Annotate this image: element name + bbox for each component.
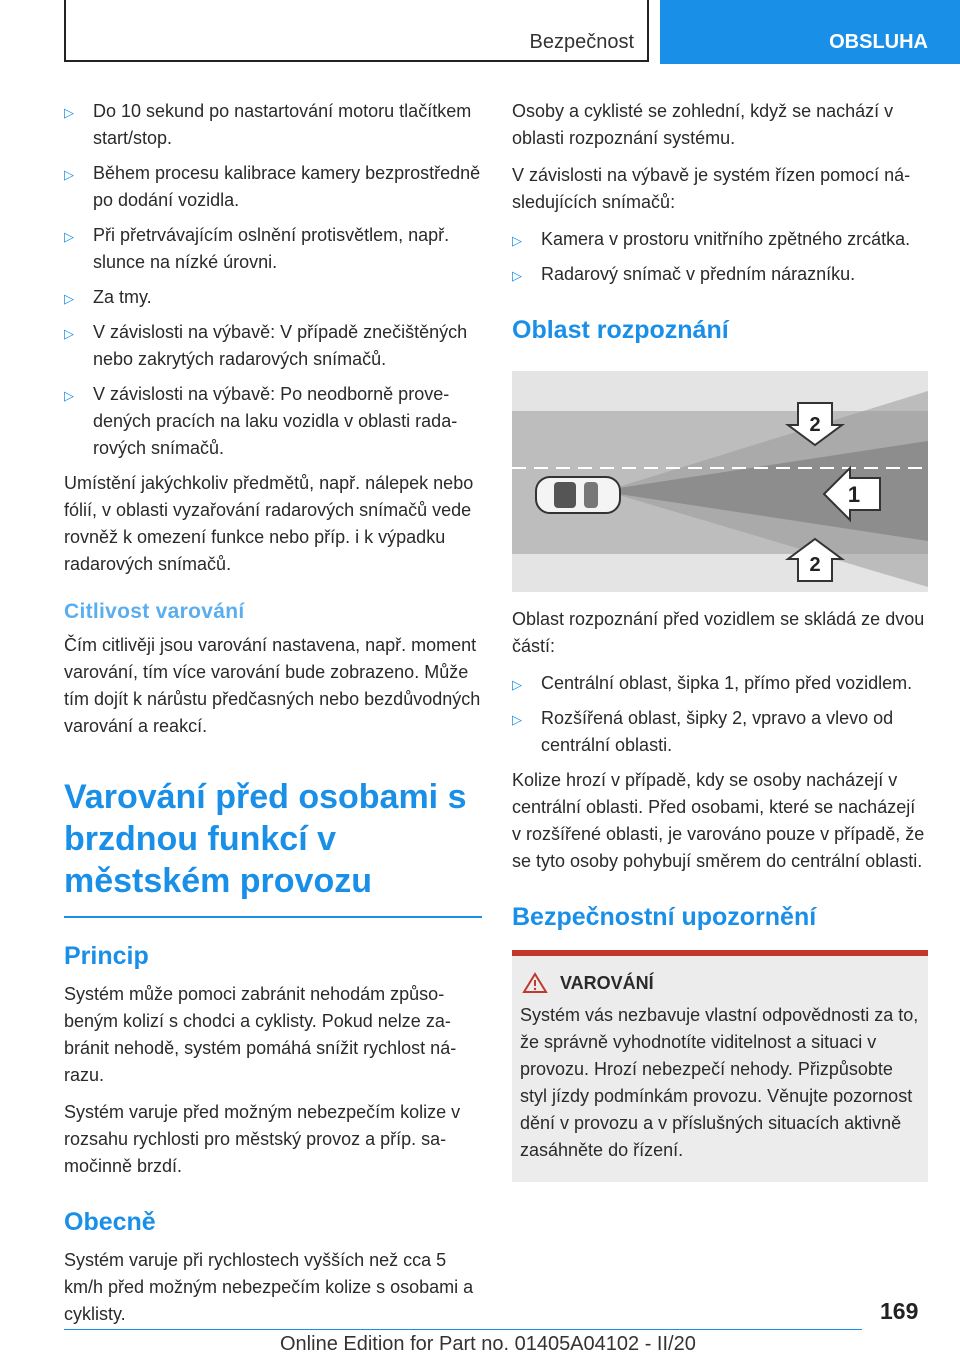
detection-area-diagram — [512, 371, 928, 592]
stickers-paragraph: Umístění jakýchkoliv předmětů, např. nálepek nebo fólií, v oblasti vyzařování radarových snímačů vede rovněž k omezení funkce nebo příp. i k výpadku radarových snímačů. — [64, 473, 474, 574]
list-item: ▷ Za tmy. — [64, 284, 482, 311]
right-column — [512, 98, 928, 1182]
triangle-bullet-icon: ▷ — [512, 712, 522, 727]
safety-heading: Bezpečnostní upozornění — [512, 903, 817, 931]
conditions-list — [64, 98, 482, 462]
collision-paragraph: Kolize hrozí v případě, kdy se osoby nacházejí v centrální oblasti. Před osobami, které se nacházejí v rozšířené oblasti, je varováno pouze v případě, že se tyto osoby pohybují směrem do centrální oblasti. — [512, 770, 925, 871]
principle-paragraph-1: Systém může pomoci zabránit nehodám způsobeným kolizí s chodci a cyklisty. Pokud nelze zabránit nehodě, systém pomáhá snížit rychlost nárazu. — [64, 984, 457, 1085]
sensitivity-paragraph: Čím citlivěji jsou varování nastavena, např. moment varování, tím více varování bude zobrazeno. Může tím dojít k nárůstu předčasných nebo bezdůvodných varování a reakcí. — [64, 635, 481, 736]
list-item: ▷ Do 10 sekund po nastartování motoru tlačítkem start/stop. — [64, 101, 472, 148]
sensors-paragraph: V závislosti na výbavě je systém řízen pomocí následujících snímačů: — [512, 165, 911, 212]
persons-paragraph: Osoby a cyklisté se zohlední, když se nachází v oblasti rozpoznání systému. — [512, 101, 894, 148]
footer-edition: Online Edition for Part no. 01405A04102 - II/20 — [280, 1333, 696, 1355]
page-number: 169 — [880, 1298, 919, 1324]
triangle-bullet-icon: ▷ — [512, 268, 522, 283]
triangle-bullet-icon: ▷ — [64, 291, 74, 306]
triangle-bullet-icon: ▷ — [64, 326, 74, 341]
list-item: ▷ V závislosti na výbavě: Po neodborně provedených pracích na laku vozidla v oblasti radarových snímačů. — [64, 384, 458, 458]
list-item: ▷ Radarový snímač v předním nárazníku. — [512, 261, 928, 288]
list-item: ▷ Při přetrvávajícím oslnění protisvětlem, např. slunce na nízké úrovni. — [64, 225, 450, 272]
general-heading: Obecně — [64, 1208, 156, 1236]
list-item: ▷ V závislosti na výbavě: V případě znečištěných nebo zakrytých radarových snímačů. — [64, 322, 468, 369]
header-chapter-tab[interactable]: OBSLUHA — [660, 0, 960, 64]
triangle-bullet-icon: ▷ — [64, 388, 74, 403]
list-item: ▷ Centrální oblast, šipka 1, přímo před vozidlem. — [512, 670, 928, 697]
triangle-bullet-icon: ▷ — [512, 233, 522, 248]
arrow-label: 2 — [809, 554, 821, 576]
arrow-label: 1 — [847, 482, 861, 507]
warning-box — [512, 950, 928, 1182]
list-item: ▷ Kamera v prostoru vnitřního zpětného zrcátka. — [512, 226, 928, 253]
general-paragraph: Systém varuje při rychlostech vyšších než cca 5 km/h před možným nebezpečím kolize s osobami a cyklisty. — [64, 1250, 474, 1324]
arrow-label: 2 — [809, 414, 821, 436]
list-item: ▷ Rozšířená oblast, šipky 2, vpravo a vlevo od centrální oblasti. — [512, 708, 894, 755]
area-paragraph: Oblast rozpoznání před vozidlem se skládá ze dvou částí: — [512, 609, 925, 656]
sensors-list — [512, 226, 928, 288]
title-divider — [64, 916, 482, 918]
principle-paragraph-2: Systém varuje před možným nebezpečím kolize v rozsahu rychlosti pro městský provoz a příp. samočinně brzdí. — [64, 1102, 461, 1176]
triangle-bullet-icon: ▷ — [64, 167, 74, 182]
triangle-bullet-icon: ▷ — [64, 229, 74, 244]
car-icon — [536, 477, 620, 513]
principle-heading: Princip — [64, 942, 149, 970]
left-column — [64, 98, 482, 1338]
triangle-bullet-icon: ▷ — [64, 105, 74, 120]
chapter-title: Varování před osobami s brzdnou funkcí v městském provozu — [64, 778, 467, 900]
area-list — [512, 670, 928, 759]
triangle-bullet-icon: ▷ — [512, 677, 522, 692]
header-section-title: Bezpečnost — [529, 31, 634, 53]
footer-divider — [64, 1329, 862, 1330]
detection-area-illustration — [512, 371, 928, 592]
sensitivity-heading: Citlivost varování — [64, 600, 245, 623]
warning-triangle-icon — [522, 972, 548, 994]
list-item: ▷ Během procesu kalibrace kamery bezprostředně po dodání vozidla. — [64, 163, 481, 210]
warning-text: Systém vás nezbavuje vlastní odpovědnosti za to, že správně vyhodnotíte viditelnost a situaci v provozu. Hrozí nebezpečí nehody. Přizpůsobte styl jízdy podmínkám provozu. Věnujte pozornost dění v provozu a v příslušných situacích aktivně zasáhněte do řízení. — [520, 1005, 919, 1160]
warning-title-row — [520, 972, 920, 994]
detection-area-heading: Oblast rozpoznání — [512, 316, 729, 344]
warning-title: VAROVÁNÍ — [560, 972, 654, 993]
